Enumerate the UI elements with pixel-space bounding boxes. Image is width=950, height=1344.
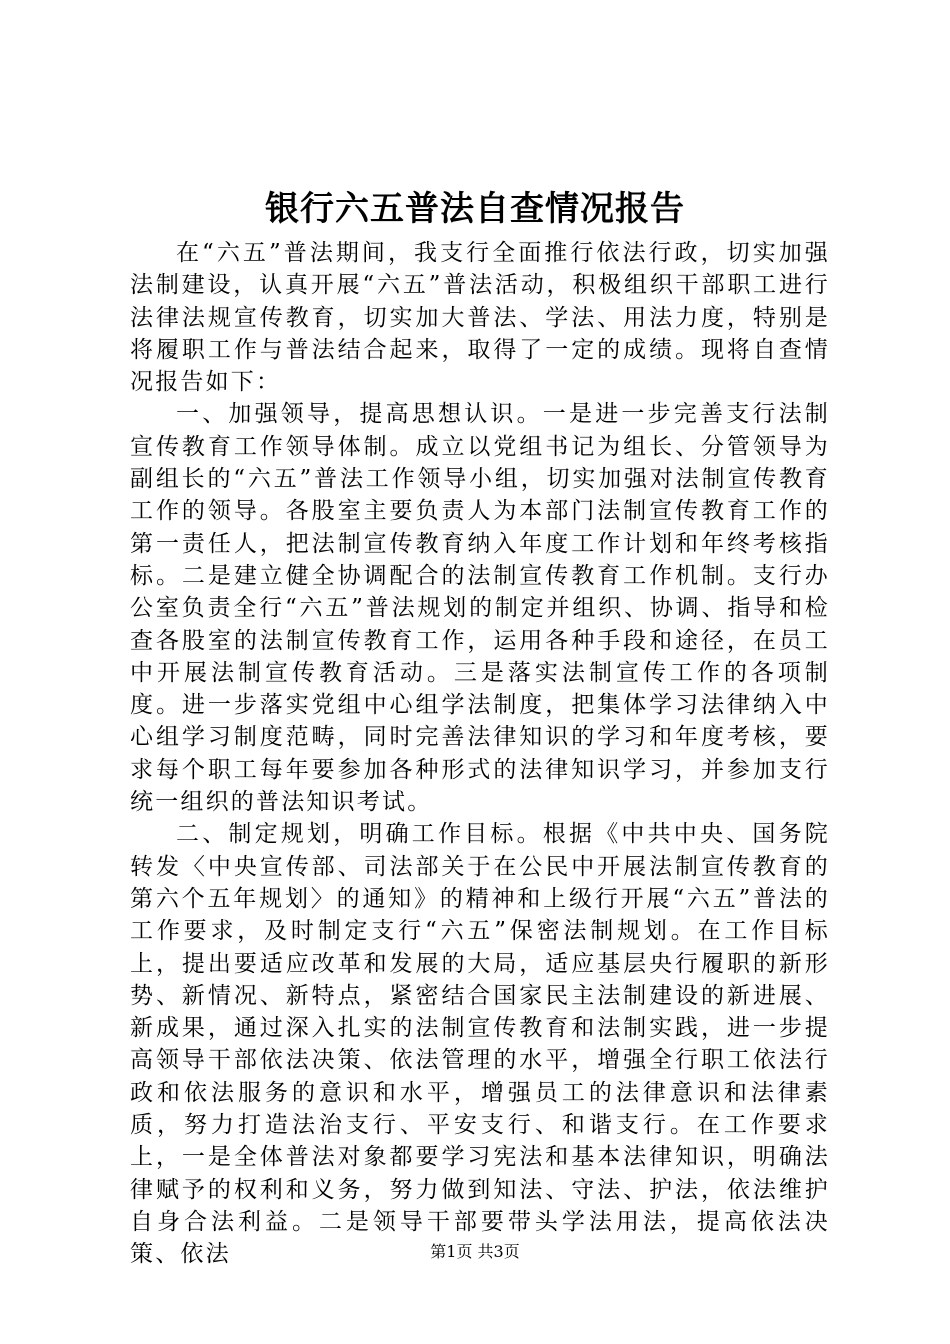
paragraph-section-1: 一、加强领导，提高思想认识。一是进一步完善支行法制宣传教育工作领导体制。成立以党组书记为组长、分管领导为副组长的“六五”普法工作领导小组，切实加强对法制宣传教育工作的领导。各股室主要负责人为本部门法制宣传教育工作的第一责任人，把法制宣传教育纳入年度工作计划和年终考核指标。二是建立健全协调配合的法制宣传教育工作机制。支行办公室负责全行“六五”普法规划的制定并组织、协调、指导和检查各股室的法制宣传教育工作，运用各种手段和途径，在员工中开展法制宣传教育活动。三是落实法制宣传工作的各项制度。进一步落实党组中心组学法制度，把集体学习法律纳入中心组学习制度范畴，同时完善法律知识的学习和年度考核，要求每个职工每年要参加各种形式的法律知识学习，并参加支行统一组织的普法知识考试。	[130, 401, 830, 816]
document-body	[130, 237, 830, 1271]
page-footer: 第1页 共3页	[430, 1242, 520, 1261]
document-title: 银行六五普法自查情况报告	[265, 189, 685, 229]
paragraph-intro: 在“六五”普法期间，我支行全面推行依法行政，切实加强法制建设，认真开展“六五”普法活动，积极组织干部职工进行法律法规宣传教育，切实加大普法、学法、用法力度，特别是将履职工作与普法结合起来，取得了一定的成绩。现将自查情况报告如下：	[130, 240, 830, 396]
paragraph-section-2: 二、制定规划，明确工作目标。根据《中共中央、国务院转发〈中央宣传部、司法部关于在公民中开展法制宣传教育的第六个五年规划〉的通知》的精神和上级行开展“六五”普法的工作要求，及时制定支行“六五”保密法制规划。在工作目标上，提出要适应改革和发展的大局，适应基层央行履职的新形势、新情况、新特点，紧密结合国家民主法制建设的新进展、新成果，通过深入扎实的法制宣传教育和法制实践，进一步提高领导干部依法决策、依法管理的水平，增强全行职工依法行政和依法服务的意识和水平，增强员工的法律意识和法律素质，努力打造法治支行、平安支行、和谐支行。在工作要求上，一是全体普法对象都要学习宪法和基本法律知识，明确法律赋予的权利和义务，努力做到知法、守法、护法，依法维护自身合法利益。二是领导干部要带头学法用法，提高依法决策、依法	[130, 821, 830, 1268]
